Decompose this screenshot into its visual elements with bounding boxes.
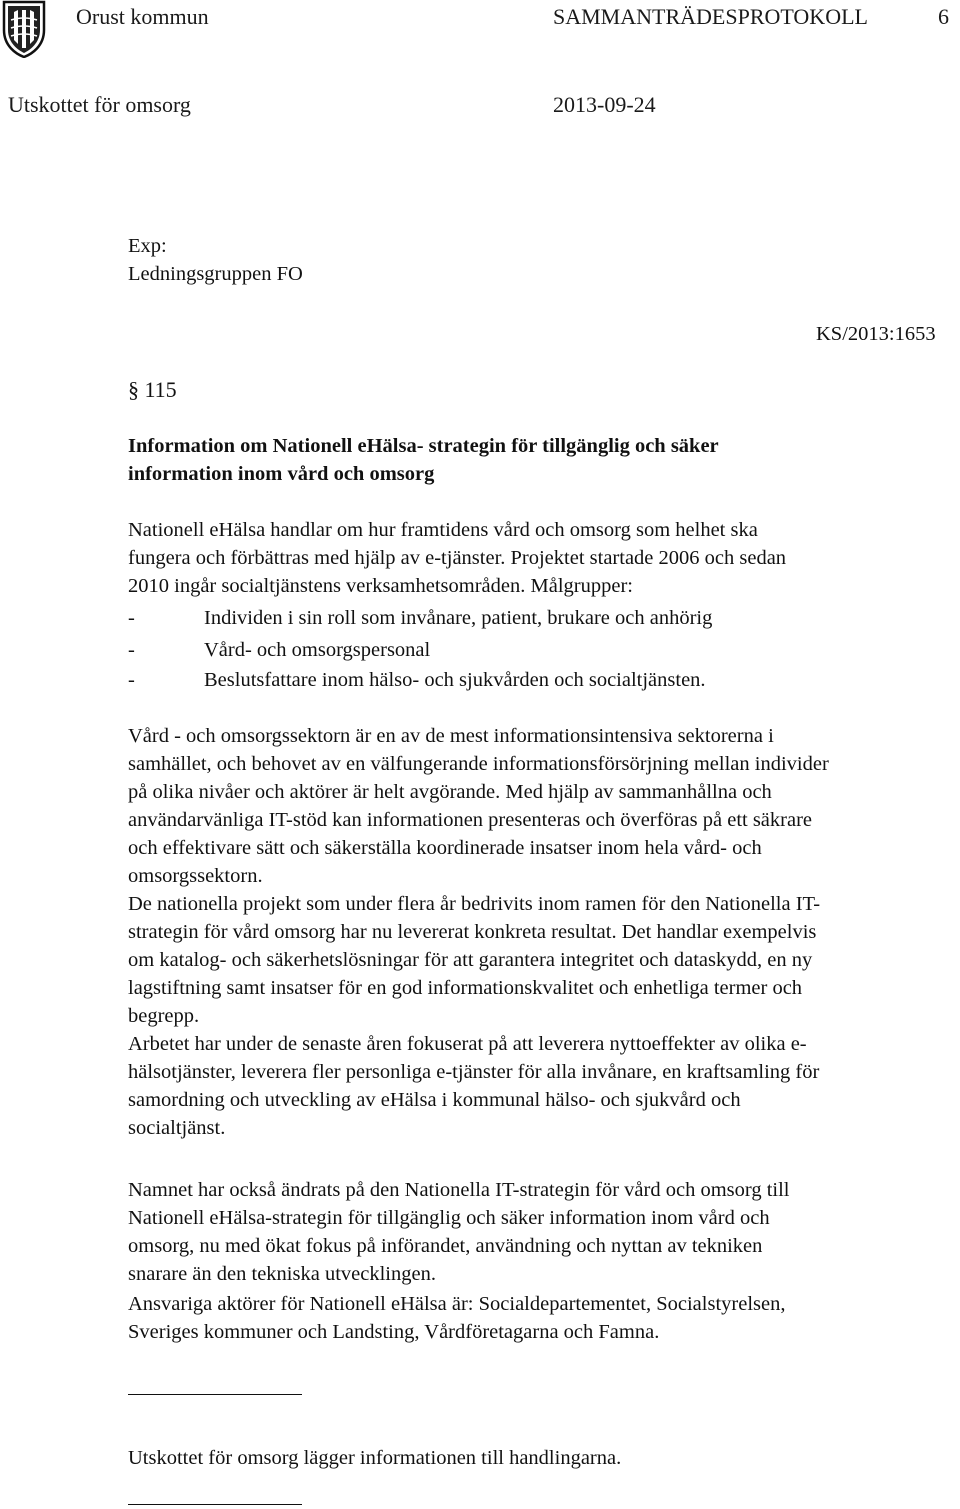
list-item: Individen i sin roll som invånare, patient, brukare och anhörig <box>204 607 713 629</box>
body-line: De nationella projekt som under flera år bedrivits inom ramen för den Nationella IT- <box>128 893 821 915</box>
body-line: begrepp. <box>128 1005 200 1027</box>
list-dash: - <box>128 639 135 661</box>
case-number: KS/2013:1653 <box>816 323 936 345</box>
title-line: information inom vård och omsorg <box>128 463 435 485</box>
body-line: på olika nivåer och aktörer är helt avgörande. Med hjälp av sammanhållna och <box>128 781 772 803</box>
list-item: Vård- och omsorgspersonal <box>204 639 431 661</box>
separator-rule <box>128 1394 302 1395</box>
exp-label: Exp: <box>128 235 167 257</box>
title-line: Information om Nationell eHälsa- strategin för tillgänglig och säker <box>128 435 719 457</box>
body2-line: Sveriges kommuner och Landsting, Vårdföretagarna och Famna. <box>128 1321 660 1343</box>
paragraph-symbol: § <box>128 377 139 402</box>
page-number: 6 <box>938 4 949 29</box>
separator-rule <box>128 1504 302 1505</box>
municipality-logo <box>2 0 46 58</box>
meeting-date: 2013-09-24 <box>553 92 656 117</box>
body-line: strategin för vård omsorg har nu levererat konkreta resultat. Det handlar exempelvis <box>128 921 817 943</box>
body-line: omsorgssektorn. <box>128 865 263 887</box>
body-line: om katalog- och säkerhetslösningar för att garantera integritet och dataskydd, en ny <box>128 949 813 971</box>
list-dash: - <box>128 607 135 629</box>
body2-line: Ansvariga aktörer för Nationell eHälsa är: Socialdepartementet, Socialstyrelsen, <box>128 1293 786 1315</box>
list-item: Beslutsfattare inom hälso- och sjukvården och socialtjänsten. <box>204 669 706 691</box>
body-line: Vård - och omsorgssektorn är en av de mest informationsintensiva sektorerna i <box>128 725 774 747</box>
body-line: och effektivare sätt och säkerställa koordinerade insatser inom hela vård- och <box>128 837 762 859</box>
paragraph-value: 115 <box>144 377 177 402</box>
exp-recipient: Ledningsgruppen FO <box>128 263 303 285</box>
intro-line: Nationell eHälsa handlar om hur framtidens vård och omsorg som helhet ska <box>128 519 758 541</box>
body2-line: omsorg, nu med ökat fokus på införandet, användning och nyttan av tekniken <box>128 1235 763 1257</box>
document-type: SAMMANTRÄDESPROTOKOLL <box>553 4 868 29</box>
municipality-name: Orust kommun <box>76 4 209 29</box>
body-line: användarvänliga IT-stöd kan informationen presenteras och överföras på ett säkrare <box>128 809 813 831</box>
body2-line: snarare än den tekniska utvecklingen. <box>128 1263 436 1285</box>
body-line: Arbetet har under de senaste åren fokuserat på att leverera nyttoeffekter av olika e- <box>128 1033 807 1055</box>
body2-line: Nationell eHälsa-strategin för tillgänglig och säker information inom vård och <box>128 1207 770 1229</box>
intro-line: 2010 ingår socialtjänstens verksamhetsområden. Målgrupper: <box>128 575 633 597</box>
list-dash: - <box>128 669 135 691</box>
body-line: samordning och utveckling av eHälsa i kommunal hälso- och sjukvård och <box>128 1089 741 1111</box>
body2-line: Namnet har också ändrats på den Nationella IT-strategin för vård och omsorg till <box>128 1179 790 1201</box>
paragraph-number <box>128 376 177 404</box>
body-line: hälsotjänster, leverera fler personliga e-tjänster för alla invånare, en kraftsamling för <box>128 1061 820 1083</box>
committee-name: Utskottet för omsorg <box>8 92 191 117</box>
intro-line: fungera och förbättras med hjälp av e-tjänster. Projektet startade 2006 och sedan <box>128 547 787 569</box>
decision-text: Utskottet för omsorg lägger informationen till handlingarna. <box>128 1447 622 1469</box>
body-line: samhället, och behovet av en välfungerande informationsförsörjning mellan individer <box>128 753 829 775</box>
body-line: lagstiftning samt insatser för en god informationskvalitet och enhetliga termer och <box>128 977 803 999</box>
body-line: socialtjänst. <box>128 1117 226 1139</box>
